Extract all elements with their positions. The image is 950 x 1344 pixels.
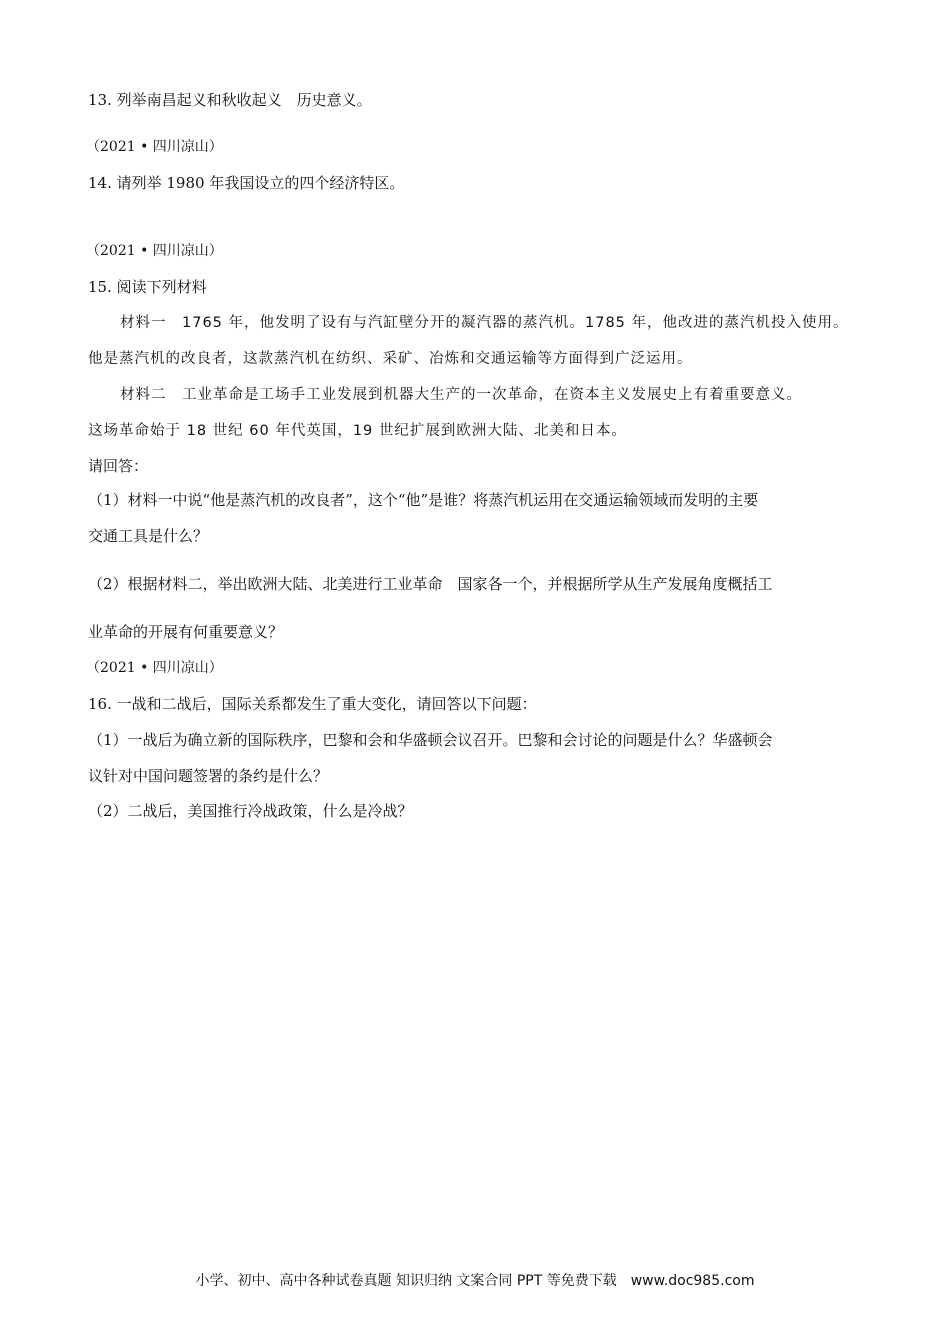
question-16-sub-2-line-1: （2）二战后，美国推行冷战政策，什么是冷战？ xyxy=(88,802,413,820)
question-14-text: 14. 请列举 1980 年我国设立的四个经济特区。 xyxy=(88,174,405,192)
question-15-sub-1-line-2: 交通工具是什么？ xyxy=(88,527,209,545)
question-15-sub-2-line-1: （2）根据材料二，举出欧洲大陆、北美进行工业革命 国家各一个，并根据所学从生产发展角度概括工 xyxy=(88,575,773,593)
material-1-line-2: 他是蒸汽机的改良者，这款蒸汽机在纺织、采矿、冶炼和交通运输等方面得到广泛运用。 xyxy=(88,351,693,367)
question-15-text: 15. 阅读下列材料 xyxy=(88,278,207,296)
material-2-line-1: 材料二 工业革命是工场手工业发展到机器大生产的一次革命，在资本主义发展史上有着重要意义。 xyxy=(120,387,802,403)
question-16-source: （2021 • 四川凉山） xyxy=(86,660,223,676)
question-16-sub-1-line-1: （1）一战后为确立新的国际秩序，巴黎和会和华盛顿会议召开。巴黎和会讨论的问题是什么？华盛顿会 xyxy=(88,731,773,749)
question-16-text: 16. 一战和二战后，国际关系都发生了重大变化，请回答以下问题： xyxy=(88,695,537,713)
question-16-sub-1-line-2: 议针对中国问题签署的条约是什么？ xyxy=(88,767,329,785)
question-15-source: （2021 • 四川凉山） xyxy=(86,243,223,259)
question-15-sub-2-line-2: 业革命的开展有何重要意义？ xyxy=(88,623,284,641)
question-15-sub-1-line-1: （1）材料一中说“他是蒸汽机的改良者”，这个“他”是谁？将蒸汽机运用在交通运输领域而发明的主要 xyxy=(88,491,759,509)
page-footer: 小学、初中、高中各种试卷真题 知识归纳 文案合同 PPT 等免费下载 www.doc985.com xyxy=(195,1273,755,1289)
question-14-source: （2021 • 四川凉山） xyxy=(86,139,223,155)
question-13-text: 13. 列举南昌起义和秋收起义 历史意义。 xyxy=(88,91,372,109)
material-2-line-2: 这场革命始于 18 世纪 60 年代英国，19 世纪扩展到欧洲大陆、北美和日本。 xyxy=(88,423,627,439)
material-1-line-1: 材料一 1765 年，他发明了设有与汽缸壁分开的凝汽器的蒸汽机。1785 年，他改进的蒸汽机投入使用。 xyxy=(120,315,849,331)
question-15-prompt: 请回答： xyxy=(88,457,149,475)
